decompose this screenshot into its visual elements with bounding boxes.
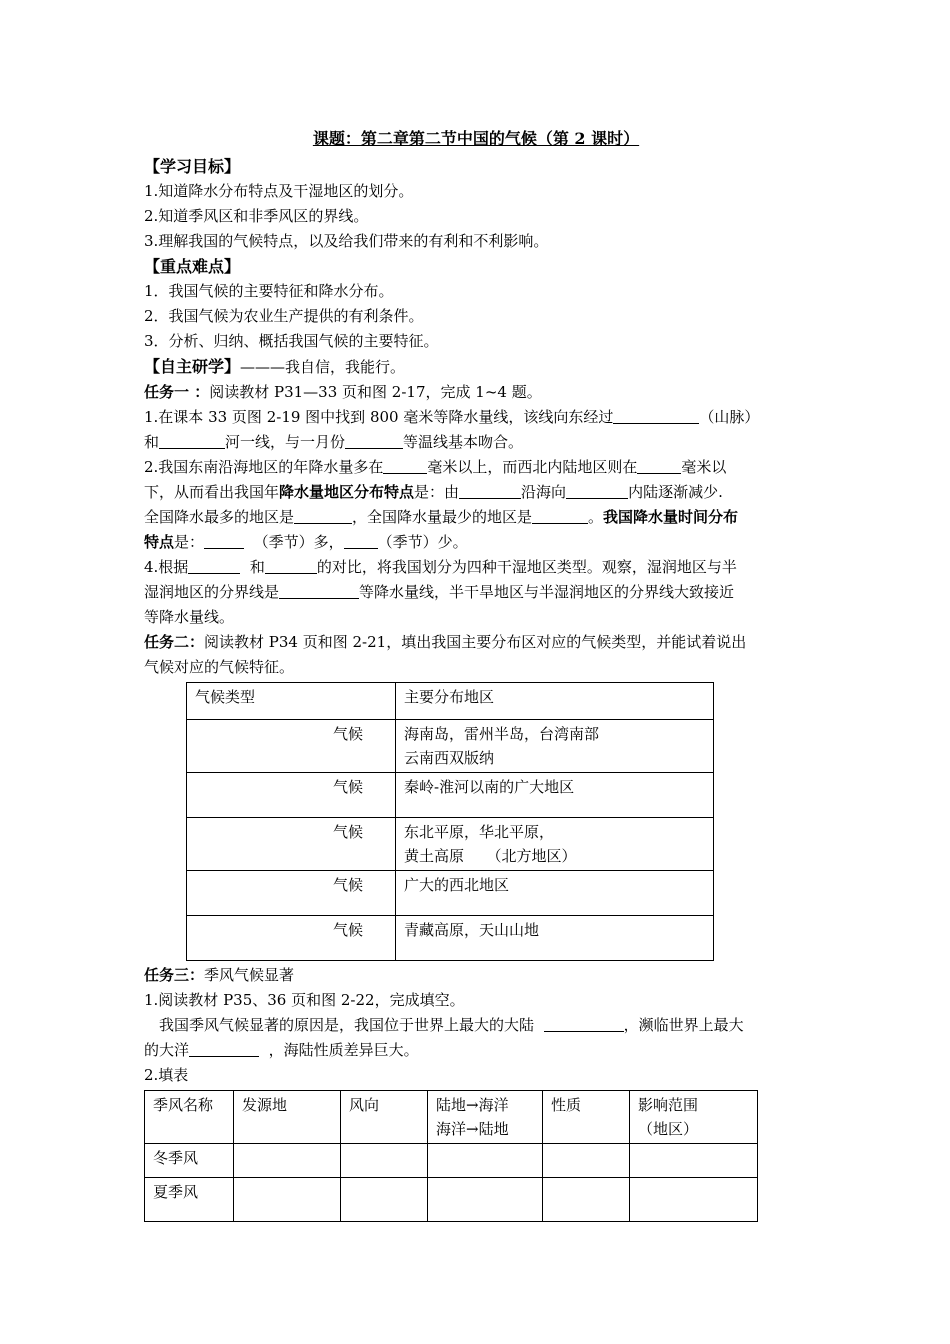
q2-text: 下，从而看出我国年 bbox=[144, 483, 280, 501]
task2-label: 任务二： bbox=[144, 633, 205, 651]
table-row bbox=[145, 1178, 758, 1222]
worksheet-page bbox=[144, 128, 808, 1222]
q2-text: 内陆逐渐减少. bbox=[628, 483, 723, 501]
key-point-item: 1．我国气候的主要特征和降水分布。 bbox=[144, 282, 394, 300]
table-header-cell bbox=[630, 1091, 758, 1144]
task1-q4-line1 bbox=[144, 555, 808, 580]
answer-cell[interactable] bbox=[543, 1144, 630, 1178]
blank-to[interactable] bbox=[566, 483, 628, 499]
area-text: 黄土高原 （北方地区） bbox=[404, 847, 577, 865]
q2-text: 是：由 bbox=[414, 483, 460, 501]
q2-text: （季节）少。 bbox=[377, 533, 468, 551]
q2-text: 。 bbox=[588, 508, 604, 526]
q2-bold-text: 降水量地区分布特点 bbox=[279, 483, 415, 501]
area-text: 广大的西北地区 bbox=[404, 876, 510, 894]
area-text: 海南岛，雷州半岛，台湾南部 bbox=[404, 725, 600, 743]
blank-isotherm[interactable] bbox=[345, 433, 403, 449]
climate-type-table bbox=[186, 682, 714, 961]
table-row bbox=[187, 818, 714, 871]
q2-text: 毫米以上，而西北内陆地区则在 bbox=[427, 458, 638, 476]
goals-heading: 【学习目标】 bbox=[144, 157, 241, 176]
page-title: 课题：第二章第二节中国的气候（第 2 课时） bbox=[312, 129, 640, 148]
blank-max-region[interactable] bbox=[294, 508, 352, 524]
blank-nw-rainfall[interactable] bbox=[637, 458, 681, 474]
q4-text: 和 bbox=[249, 558, 265, 576]
task1-q2-line2 bbox=[144, 480, 808, 505]
header-text: 影响范围 bbox=[638, 1096, 699, 1114]
task1-q4-line3: 等降水量线。 bbox=[144, 608, 235, 626]
area-cell bbox=[396, 916, 714, 961]
q1-text: 河一线，与一月份 bbox=[225, 433, 346, 451]
q1-text: （山脉） bbox=[699, 408, 760, 426]
task1-q1-line2 bbox=[144, 430, 808, 455]
task3-label: 任务三： bbox=[144, 966, 205, 984]
q4-text: 湿润地区的分界线是 bbox=[144, 583, 280, 601]
answer-cell[interactable] bbox=[428, 1178, 543, 1222]
blank-humid-boundary[interactable] bbox=[279, 583, 359, 599]
q1-text: 等温线基本吻合。 bbox=[403, 433, 524, 451]
self-study-slogan: ———我自信，我能行。 bbox=[240, 358, 406, 376]
climate-type-cell[interactable]: 气候 bbox=[187, 773, 396, 818]
blank-mountain[interactable] bbox=[613, 408, 699, 424]
q4-text: 4.根据 bbox=[144, 558, 189, 576]
climate-type-cell[interactable]: 气候 bbox=[187, 916, 396, 961]
self-study-heading: 【自主研学】 bbox=[144, 357, 241, 376]
answer-cell[interactable] bbox=[543, 1178, 630, 1222]
area-text: 青藏高原，天山山地 bbox=[404, 921, 540, 939]
climate-type-cell[interactable]: 气候 bbox=[187, 818, 396, 871]
table-row bbox=[187, 773, 714, 818]
table-row bbox=[187, 916, 714, 961]
q2-text: 是： bbox=[174, 533, 205, 551]
q2-text: （季节）多， bbox=[253, 533, 344, 551]
area-cell bbox=[396, 720, 714, 773]
goal-item: 3.理解我国的气候特点，以及给我们带来的有利和不利影响。 bbox=[144, 232, 549, 250]
table-row bbox=[187, 871, 714, 916]
answer-cell[interactable] bbox=[341, 1178, 428, 1222]
answer-cell[interactable] bbox=[630, 1144, 758, 1178]
header-text: （地区） bbox=[638, 1120, 699, 1138]
table-header-cell: 季风名称 bbox=[145, 1091, 234, 1144]
area-cell bbox=[396, 818, 714, 871]
q2-text: 沿海向 bbox=[521, 483, 567, 501]
header-text: 陆地→海洋 bbox=[436, 1096, 509, 1114]
climate-type-cell[interactable]: 气候 bbox=[187, 871, 396, 916]
task1-q4-line2 bbox=[144, 580, 808, 605]
task3-para-text: 的大洋 bbox=[144, 1041, 190, 1059]
task1-q1-line1 bbox=[144, 405, 808, 430]
monsoon-table bbox=[144, 1090, 758, 1222]
task3-intro bbox=[144, 963, 808, 988]
table-header-cell: 风向 bbox=[341, 1091, 428, 1144]
q1-text: 1.在课本 33 页图 2-19 图中找到 800 毫米等降水量线，该线向东经过 bbox=[144, 408, 614, 426]
q2-bold-text: 我国降水量时间分布 bbox=[603, 508, 739, 526]
area-text: 东北平原，华北平原， bbox=[404, 823, 555, 841]
table-row bbox=[187, 720, 714, 773]
task1-text: 阅读教材 P31—33 页和图 2-17，完成 1~4 题。 bbox=[209, 383, 542, 401]
table-header-cell: 性质 bbox=[543, 1091, 630, 1144]
task2-intro-line1 bbox=[144, 630, 808, 655]
table-row bbox=[145, 1144, 758, 1178]
task3-text: 季风气候显著 bbox=[204, 966, 295, 984]
task2-text: 阅读教材 P34 页和图 2-21，填出我国主要分布区对应的气候类型，并能试着说出 bbox=[204, 633, 747, 651]
table-header-cell: 主要分布地区 bbox=[396, 683, 714, 720]
blank-season-more[interactable] bbox=[204, 533, 244, 549]
answer-cell[interactable] bbox=[630, 1178, 758, 1222]
q2-text: 全国降水最多的地区是 bbox=[144, 508, 295, 526]
table-header-cell: 气候类型 bbox=[187, 683, 396, 720]
blank-continent[interactable] bbox=[544, 1016, 624, 1032]
task1-q2-line1 bbox=[144, 455, 808, 480]
area-text: 秦岭-淮河以南的广大地区 bbox=[404, 778, 575, 796]
task3-para-text: ，海陆性质差异巨大。 bbox=[268, 1041, 419, 1059]
answer-cell[interactable] bbox=[341, 1144, 428, 1178]
area-cell bbox=[396, 773, 714, 818]
table-header-cell: 发源地 bbox=[234, 1091, 341, 1144]
q2-text: ，全国降水量最少的地区是 bbox=[352, 508, 533, 526]
task1-intro bbox=[144, 380, 808, 405]
monsoon-name-cell: 冬季风 bbox=[145, 1144, 234, 1178]
blank-compare-1[interactable] bbox=[188, 558, 240, 574]
q2-text: 毫米以 bbox=[681, 458, 727, 476]
table-header-cell bbox=[428, 1091, 543, 1144]
q1-text: 和 bbox=[144, 433, 160, 451]
q2-bold-text: 特点 bbox=[144, 533, 175, 551]
blank-river[interactable] bbox=[159, 433, 225, 449]
self-study-line bbox=[144, 354, 808, 380]
task3-q2: 2.填表 bbox=[144, 1066, 189, 1084]
goal-item: 1.知道降水分布特点及干湿地区的划分。 bbox=[144, 182, 414, 200]
blank-se-rainfall[interactable] bbox=[383, 458, 427, 474]
blank-season-less[interactable] bbox=[344, 533, 378, 549]
task3-para-text: ，濒临世界上最大 bbox=[623, 1016, 744, 1034]
header-text: 海洋→陆地 bbox=[436, 1120, 509, 1138]
blank-min-region[interactable] bbox=[532, 508, 588, 524]
q2-text: 2.我国东南沿海地区的年降水量多在 bbox=[144, 458, 384, 476]
task2-intro-line2: 气候对应的气候特征。 bbox=[144, 658, 295, 676]
answer-cell[interactable] bbox=[428, 1144, 543, 1178]
key-point-item: 3．分析、归纳、概括我国气候的主要特征。 bbox=[144, 332, 439, 350]
table-header-row bbox=[187, 683, 714, 720]
answer-cell[interactable] bbox=[234, 1144, 341, 1178]
task1-q2-line3 bbox=[144, 505, 808, 530]
q4-text: 的对比，将我国划分为四种干湿地区类型。观察，湿润地区与半 bbox=[316, 558, 737, 576]
task1-q2-line4 bbox=[144, 530, 808, 555]
blank-from[interactable] bbox=[459, 483, 521, 499]
answer-cell[interactable] bbox=[234, 1178, 341, 1222]
task3-q1: 1.阅读教材 P35、36 页和图 2-22，完成填空。 bbox=[144, 991, 465, 1009]
table-header-row bbox=[145, 1091, 758, 1144]
key-point-item: 2．我国气候为农业生产提供的有利条件。 bbox=[144, 307, 424, 325]
task3-para-text: 我国季风气候显著的原因是，我国位于世界上最大的大陆 bbox=[159, 1016, 535, 1034]
blank-ocean[interactable] bbox=[189, 1041, 259, 1057]
climate-type-cell[interactable]: 气候 bbox=[187, 720, 396, 773]
task1-label: 任务一 ： bbox=[144, 383, 210, 401]
task3-para-line1 bbox=[144, 1013, 808, 1038]
goal-item: 2.知道季风区和非季风区的界线。 bbox=[144, 207, 369, 225]
blank-compare-2[interactable] bbox=[265, 558, 317, 574]
q4-text: 等降水量线，半干旱地区与半湿润地区的分界线大致接近 bbox=[359, 583, 735, 601]
task3-para-line2 bbox=[144, 1038, 808, 1063]
area-text: 云南西双版纳 bbox=[404, 749, 495, 767]
key-points-heading: 【重点难点】 bbox=[144, 257, 241, 276]
monsoon-name-cell: 夏季风 bbox=[145, 1178, 234, 1222]
area-cell bbox=[396, 871, 714, 916]
